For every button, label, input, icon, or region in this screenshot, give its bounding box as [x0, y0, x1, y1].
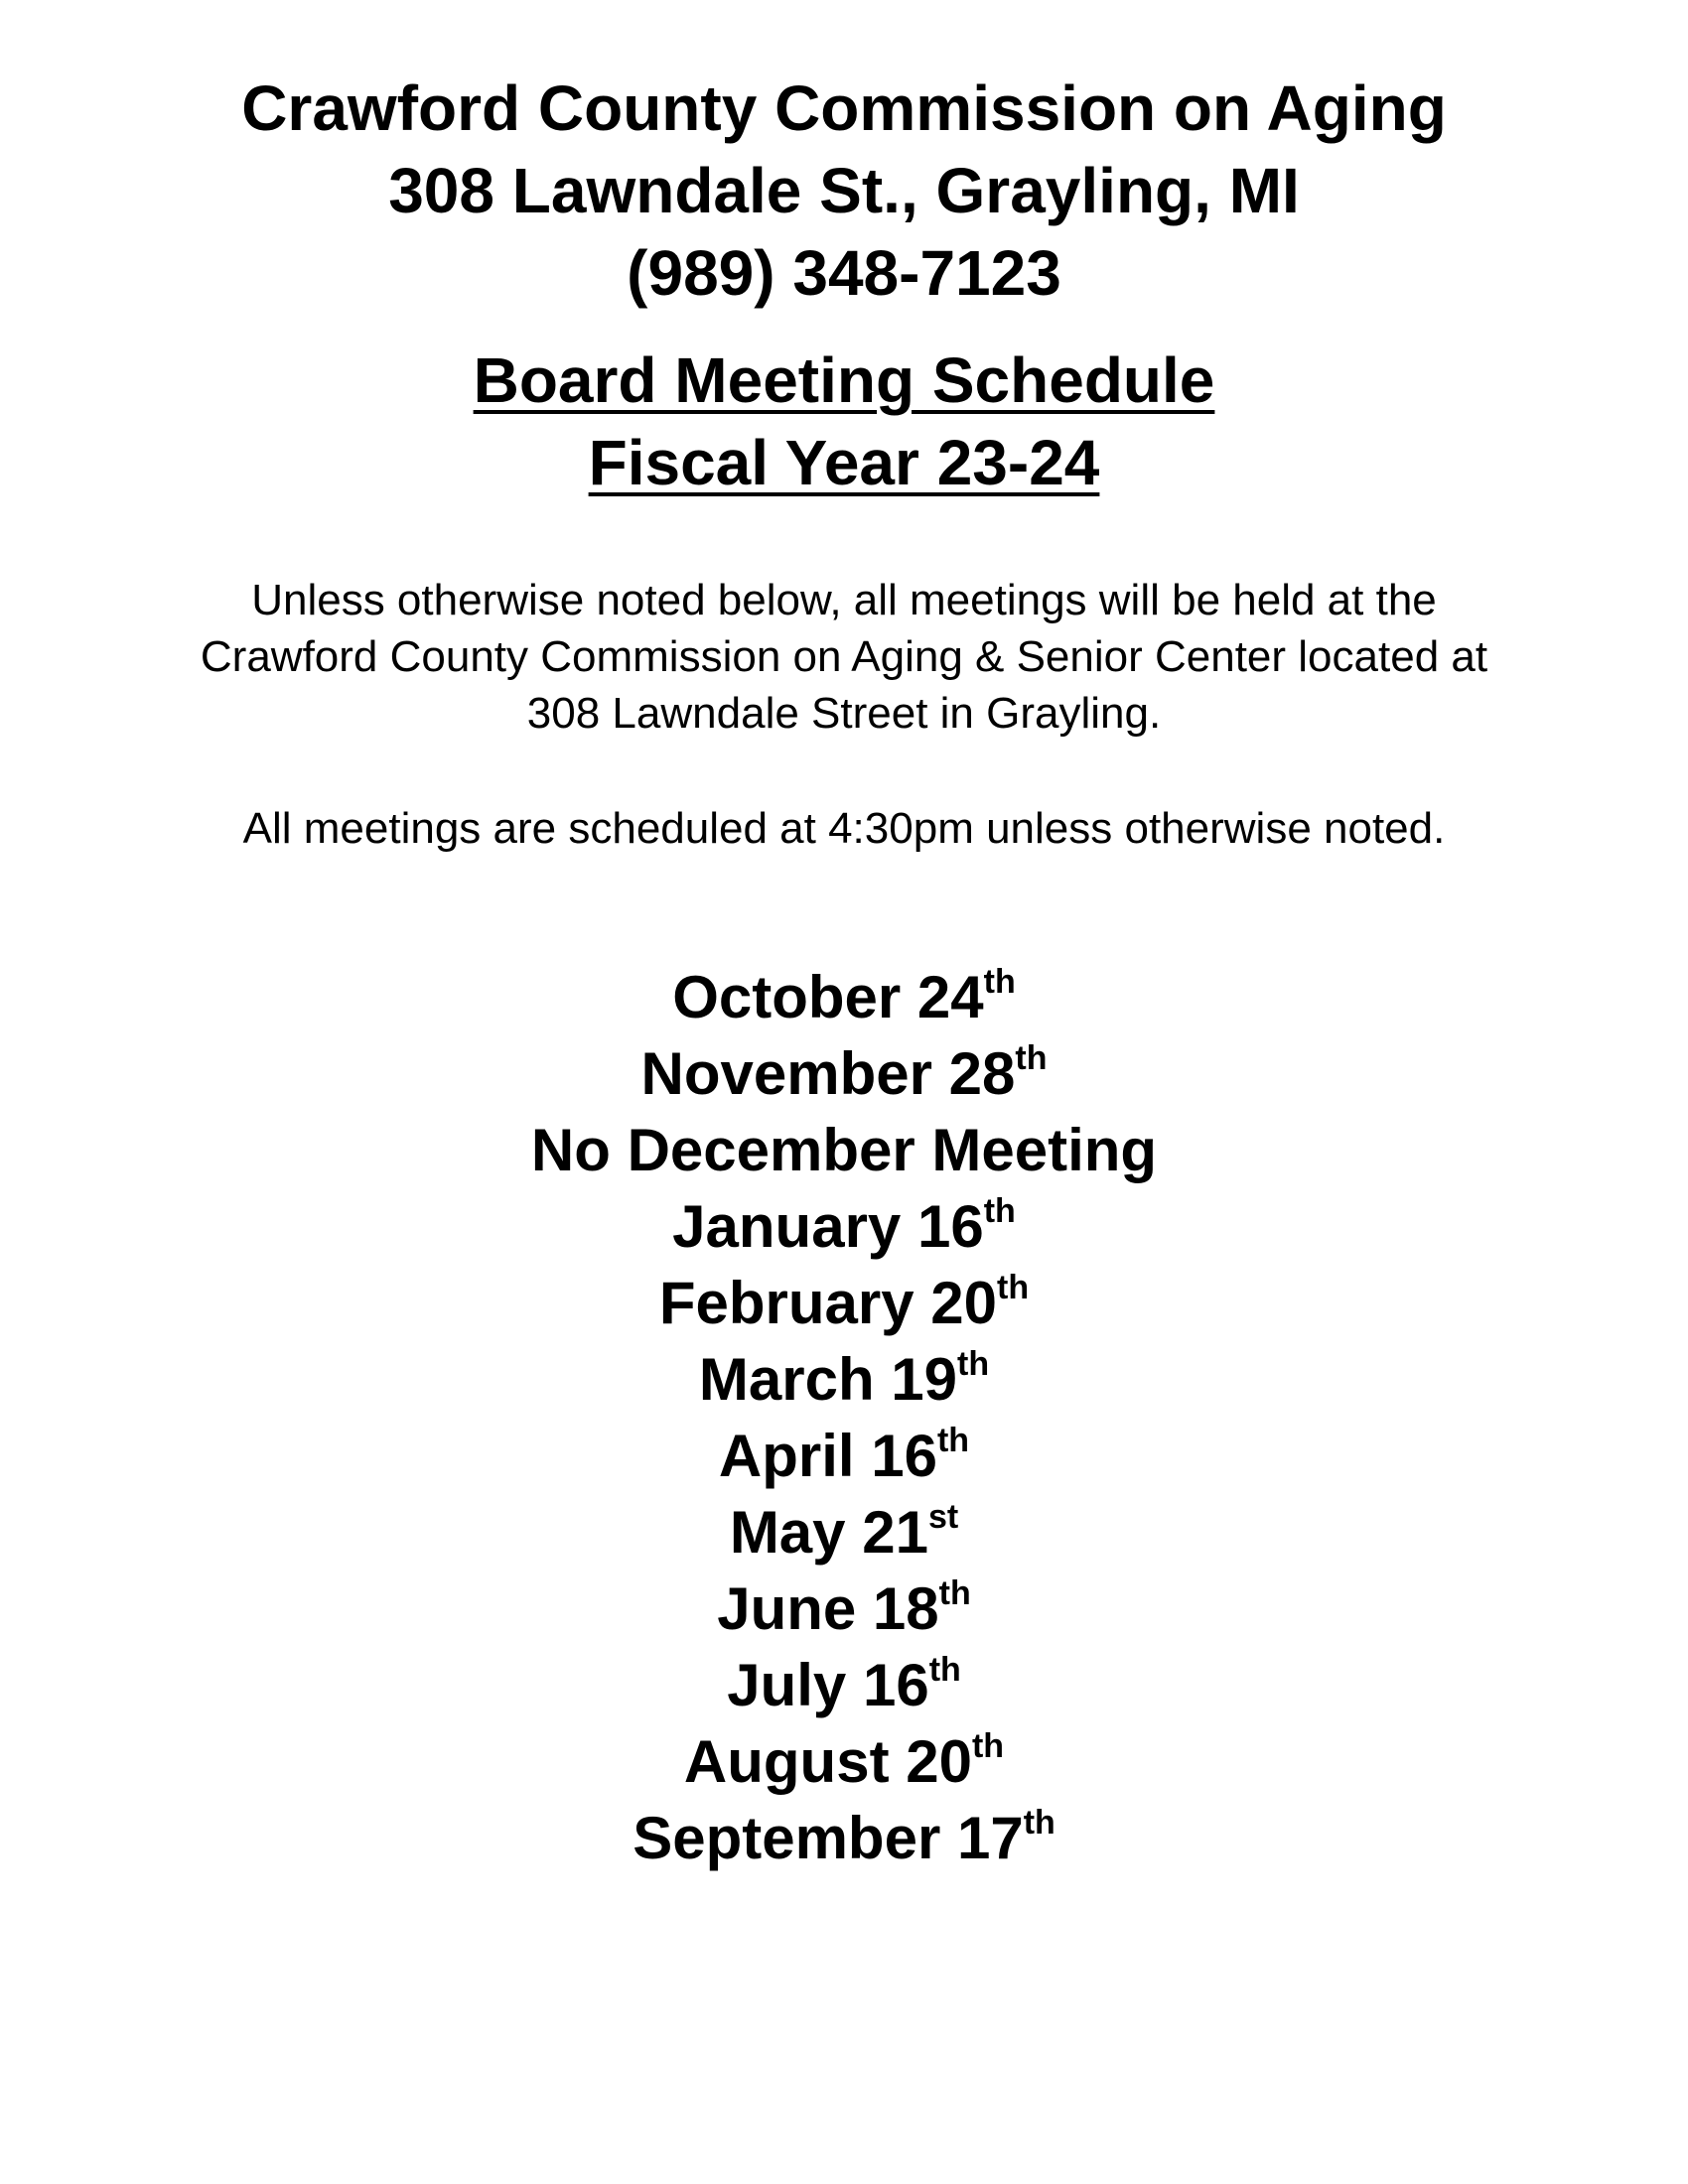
- organization-address: 308 Lawndale St., Grayling, MI: [388, 155, 1300, 226]
- meeting-date: June 18th: [717, 1574, 971, 1642]
- location-note: [0, 572, 1688, 742]
- location-note-line-2: Crawford County Commission on Aging & Senior Center located at: [200, 632, 1488, 681]
- schedule-title-block: [0, 340, 1688, 504]
- meeting-date: January 16th: [672, 1192, 1016, 1260]
- meeting-date: May 21st: [729, 1498, 959, 1566]
- meeting-date: April 16th: [718, 1422, 970, 1489]
- meeting-date: February 20th: [658, 1269, 1030, 1336]
- meeting-date: September 17th: [633, 1804, 1055, 1871]
- location-note-line-1: Unless otherwise noted below, all meetings will be held at the: [251, 576, 1437, 624]
- fiscal-year-title: Fiscal Year 23-24: [588, 427, 1100, 498]
- meeting-date: March 19th: [698, 1345, 990, 1413]
- location-note-line-3: 308 Lawndale Street in Grayling.: [526, 689, 1162, 738]
- header: [0, 68, 1688, 315]
- meeting-date: July 16th: [727, 1651, 961, 1718]
- meeting-date: August 20th: [683, 1727, 1005, 1795]
- time-note: All meetings are scheduled at 4:30pm unless otherwise noted.: [242, 804, 1446, 853]
- meeting-date: October 24th: [672, 963, 1016, 1030]
- meeting-date: No December Meeting: [530, 1117, 1158, 1183]
- schedule-title: Board Meeting Schedule: [473, 344, 1215, 416]
- organization-phone: (989) 348-7123: [627, 237, 1061, 309]
- organization-name: Crawford County Commission on Aging: [241, 72, 1447, 144]
- meeting-date: November 28th: [640, 1039, 1048, 1107]
- meeting-dates-list: [0, 959, 1688, 1876]
